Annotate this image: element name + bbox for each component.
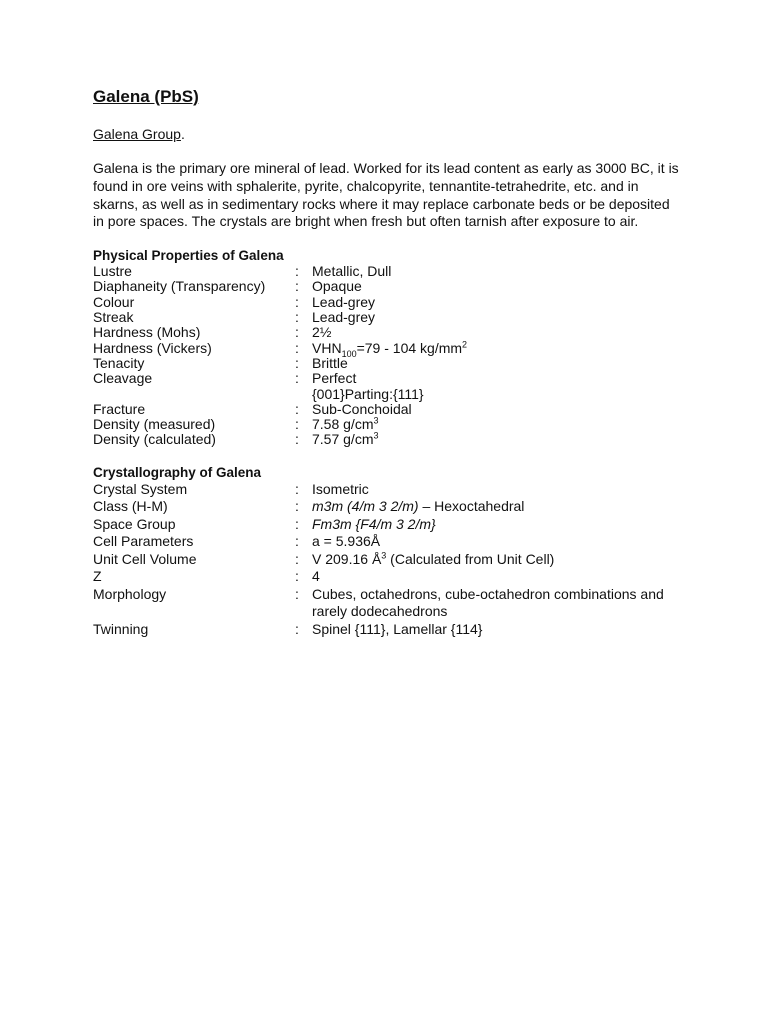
property-row (93, 264, 693, 279)
property-label: Diaphaneity (Transparency) (93, 278, 266, 295)
mineral-group (93, 125, 693, 143)
page-title: Galena (PbS) (93, 87, 199, 106)
property-value: a = 5.936Å (312, 533, 381, 550)
value-pre: V 209.16 Å (312, 550, 382, 567)
property-row (93, 339, 693, 359)
property-value: Opaque (312, 278, 362, 295)
property-value: Isometric (312, 480, 369, 497)
property-colon: : (295, 480, 299, 497)
intro-paragraph: Galena is the primary ore mineral of lead. Worked for its lead content as early as 3000 BC, it is found in ore veins with sphalerite, pyrite, chalcopyrite, tennantite-tetrahedrite, etc. and in skarns, as well as in sedimentary rocks where it may replace carbonate beds or be deposited in pore spaces. The crystals are bright when fresh but often tarnish after exposure to air. (93, 160, 679, 230)
property-colon: : (295, 498, 299, 515)
mineral-group-suffix: . (180, 126, 185, 142)
property-label: Fracture (93, 400, 146, 417)
mineral-group-name: Galena Group (93, 126, 181, 142)
property-row (93, 498, 693, 516)
property-label: Class (H-M) (93, 498, 168, 515)
value-superscript: 3 (373, 430, 379, 441)
property-value: Lead-grey (312, 309, 376, 326)
property-label: Cell Parameters (93, 533, 194, 550)
property-label: Streak (93, 309, 134, 326)
property-row (93, 417, 693, 432)
value-mid: =79 - 104 kg/mm (356, 339, 463, 356)
property-colon: : (295, 293, 299, 310)
property-colon: : (295, 568, 299, 585)
value-text: 7.58 g/cm (312, 416, 374, 433)
value-italic: m3m (4/m 3 2/m) (312, 498, 419, 515)
property-row (93, 279, 693, 294)
property-colon: : (295, 416, 299, 433)
value-line-2: {001}Parting:{111} (312, 385, 424, 402)
document-page (93, 86, 693, 638)
property-label: Density (measured) (93, 416, 216, 433)
value-rest: – Hexoctahedral (418, 498, 525, 515)
property-colon: : (295, 263, 299, 280)
property-colon: : (295, 550, 299, 567)
property-colon: : (295, 278, 299, 295)
property-value: Fm3m {F4/m 3 2/m} (312, 515, 436, 532)
value-prefix: VHN (312, 339, 342, 356)
property-value (312, 371, 693, 402)
property-value: Lead-grey (312, 293, 376, 310)
property-value: Spinel {111}, Lamellar {114} (312, 620, 483, 637)
property-label: Unit Cell Volume (93, 550, 197, 567)
property-value: Cubes, octahedrons, cube-octahedron combinations and rarely dodecahedrons (312, 585, 664, 620)
property-value (312, 498, 693, 516)
value-superscript: 2 (462, 339, 468, 350)
property-value: Metallic, Dull (312, 263, 392, 280)
property-row (93, 295, 693, 310)
property-label: Hardness (Mohs) (93, 324, 201, 341)
property-label: Space Group (93, 515, 176, 532)
property-row (93, 310, 693, 325)
property-row (93, 432, 693, 447)
property-value (312, 432, 693, 447)
property-row (93, 402, 693, 417)
property-row (93, 621, 693, 639)
property-label: Density (calculated) (93, 431, 216, 448)
property-value: 4 (312, 568, 320, 585)
property-row (93, 371, 693, 402)
property-row (93, 533, 693, 551)
crystallography-title: Crystallography of Galena (93, 464, 262, 480)
value-line-1: Perfect (312, 370, 357, 387)
crystallography-section (93, 465, 693, 639)
property-label: Lustre (93, 263, 132, 280)
property-row (93, 481, 693, 499)
property-value: 2½ (312, 324, 332, 341)
value-post: (Calculated from Unit Cell) (386, 550, 555, 567)
value-superscript: 3 (381, 550, 387, 561)
property-colon: : (295, 585, 299, 602)
property-colon: : (295, 400, 299, 417)
property-label: Cleavage (93, 370, 153, 387)
physical-properties-title: Physical Properties of Galena (93, 248, 284, 264)
property-row (93, 356, 693, 371)
property-row (93, 325, 693, 340)
property-colon: : (295, 533, 299, 550)
property-colon: : (295, 309, 299, 326)
property-colon: : (295, 431, 299, 448)
property-label: Z (93, 568, 102, 585)
value-superscript: 3 (373, 415, 379, 426)
property-label: Hardness (Vickers) (93, 339, 212, 356)
property-colon: : (295, 515, 299, 532)
property-value (312, 339, 693, 359)
value-subscript: 100 (341, 348, 357, 359)
property-colon: : (295, 324, 299, 341)
property-row (93, 568, 693, 586)
property-value: Sub-Conchoidal (312, 400, 412, 417)
property-colon: : (295, 620, 299, 637)
property-row (93, 516, 693, 534)
property-row (93, 586, 693, 621)
property-label: Tenacity (93, 354, 145, 371)
property-colon: : (295, 370, 299, 387)
property-colon: : (295, 339, 299, 356)
value-text: 7.57 g/cm (312, 431, 374, 448)
property-label: Colour (93, 293, 135, 310)
property-value: Brittle (312, 354, 348, 371)
property-label: Morphology (93, 585, 167, 602)
property-label: Crystal System (93, 480, 188, 497)
property-label: Twinning (93, 620, 149, 637)
property-value (312, 551, 693, 569)
physical-properties-section (93, 248, 693, 448)
property-colon: : (295, 354, 299, 371)
property-row (93, 551, 693, 569)
